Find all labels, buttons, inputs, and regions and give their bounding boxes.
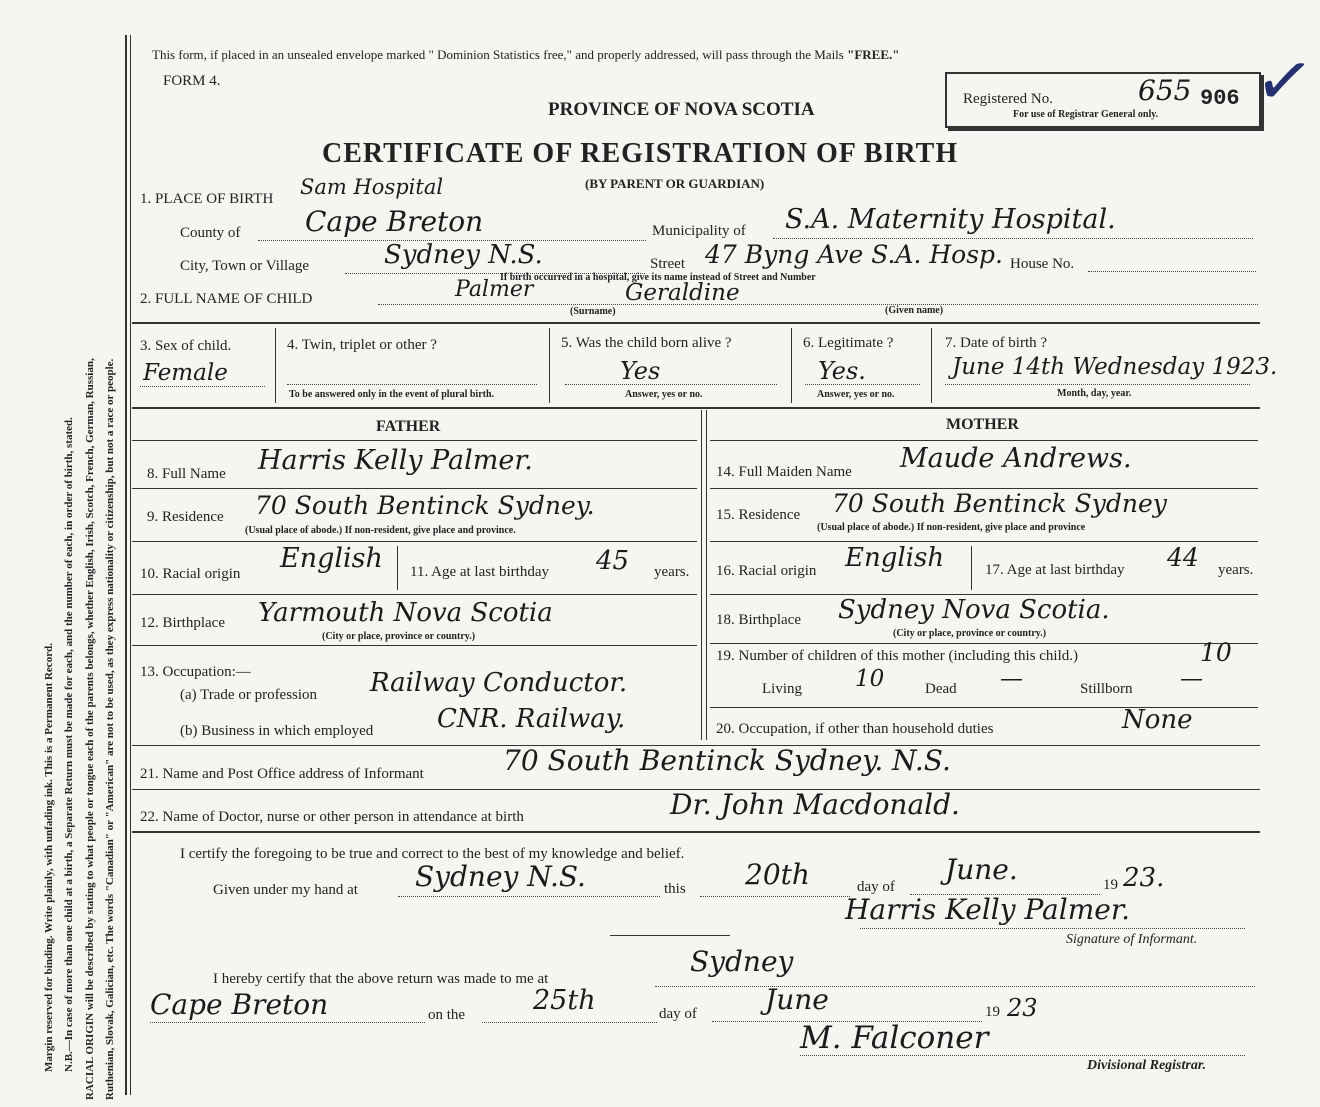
father-heading-rule: [132, 440, 697, 441]
given-label: Given under my hand at: [213, 882, 358, 898]
mother-name-label: 14. Full Maiden Name: [716, 464, 852, 480]
mother-bp-note: (City or place, province or country.): [893, 628, 1047, 639]
county-value: Cape Breton: [305, 205, 484, 238]
alive-line: [565, 384, 777, 385]
mother-race-value: English: [845, 543, 945, 573]
given-year-prefix: 19: [1103, 877, 1118, 893]
place-of-birth-label: 1. PLACE OF BIRTH: [140, 191, 274, 207]
registrar-on-label: on the: [428, 1007, 466, 1023]
dob-label: 7. Date of birth ?: [945, 335, 1048, 351]
mother-bp-value: Sydney Nova Scotia.: [838, 595, 1110, 625]
registrar-place-line: [655, 986, 1255, 987]
mother-age-value: 44: [1167, 543, 1199, 572]
separator-rule: [610, 935, 730, 936]
registrar-signature: M. Falconer: [800, 1020, 989, 1056]
alive-label: 5. Was the child born alive ?: [561, 335, 732, 351]
father-age-unit: years.: [654, 564, 690, 580]
father-trade-label: (a) Trade or profession: [180, 687, 318, 703]
margin-racial-note-1: RACIAL ORIGIN will be described by stating to what people or tongue each of the parents belongs, whether English, Irish, Scotch, French, German, Russian,: [84, 358, 96, 1100]
dob-note: Month, day, year.: [1057, 388, 1132, 399]
father-business-label: (b) Business in which employed: [180, 723, 374, 739]
mother-race-divider: [971, 546, 972, 590]
informant-signature: Harris Kelly Palmer.: [845, 893, 1131, 926]
mother-heading-rule: [710, 440, 1258, 441]
father-bp-label: 12. Birthplace: [140, 615, 225, 631]
father-occ-label: 13. Occupation:—: [140, 664, 251, 680]
stillborn-label: Stillborn: [1080, 681, 1133, 697]
mother-row-rule-2: [710, 541, 1258, 542]
mother-age-label: 17. Age at last birthday: [985, 562, 1125, 578]
child-name-label: 2. FULL NAME OF CHILD: [140, 291, 313, 307]
registrar-day-line: [482, 1022, 657, 1023]
legit-note: Answer, yes or no.: [817, 389, 895, 400]
signature-line: [860, 928, 1245, 929]
day-line: [700, 896, 850, 897]
dob-value: June 14th Wednesday 1923.: [952, 354, 1278, 380]
father-name-label: 8. Full Name: [147, 466, 226, 482]
alive-value: Yes: [620, 357, 661, 385]
mother-children-value: 10: [1200, 638, 1232, 667]
living-label: Living: [762, 681, 802, 697]
registrar-month-value: June: [765, 983, 829, 1016]
divider-alive: [791, 328, 792, 403]
father-name-value: Harris Kelly Palmer.: [258, 445, 533, 476]
father-heading: FATHER: [376, 418, 441, 435]
house-label: House No.: [1010, 256, 1075, 272]
informant-value: 70 South Bentinck Sydney. N.S.: [503, 744, 951, 777]
page-title: CERTIFICATE OF REGISTRATION OF BIRTH: [322, 138, 959, 169]
father-row-rule-4: [132, 645, 697, 646]
father-race-value: English: [280, 543, 383, 574]
given-caption: (Given name): [885, 305, 944, 316]
father-age-value: 45: [596, 546, 630, 576]
dob-line: [945, 384, 1250, 385]
divider-legit: [931, 328, 932, 403]
father-row-rule-2: [132, 541, 697, 542]
father-race-label: 10. Racial origin: [140, 566, 241, 582]
place-of-birth-value: Sam Hospital: [300, 175, 444, 199]
sex-value: Female: [143, 360, 228, 386]
sex-label: 3. Sex of child.: [140, 338, 232, 354]
mail-free: "FREE.": [847, 47, 900, 62]
child-given-value: Geraldine: [625, 280, 740, 306]
registrar-caption: Divisional Registrar.: [1087, 1058, 1207, 1073]
twin-line: [287, 384, 537, 385]
registrar-county-line: [150, 1022, 425, 1023]
mother-res-note: (Usual place of abode.) If non-resident, give place and province: [817, 522, 1086, 533]
registrar-day-value: 25th: [533, 985, 596, 1016]
mother-heading: MOTHER: [946, 416, 1019, 433]
given-place-line: [398, 896, 660, 897]
father-row-rule-1: [132, 488, 697, 489]
father-res-label: 9. Residence: [147, 509, 224, 525]
father-res-note: (Usual place of abode.) If non-resident, give place and province.: [245, 525, 516, 536]
mother-occ-label: 20. Occupation, if other than household duties: [716, 721, 994, 737]
municipality-label: Municipality of: [652, 223, 746, 239]
mail-notice: This form, if placed in an unsealed envelope marked " Dominion Statistics free," and properly addressed, will pass through the Mails "FREE.": [152, 47, 900, 62]
registrar-year-value: 23: [1007, 994, 1038, 1022]
child-surname-value: Palmer: [455, 277, 534, 302]
this-label: this: [664, 881, 686, 897]
parents-split-2: [706, 410, 707, 740]
mother-bp-label: 18. Birthplace: [716, 612, 801, 628]
twin-label: 4. Twin, triplet or other ?: [287, 337, 437, 353]
registered-handwritten: 655: [1138, 74, 1192, 107]
municipality-line: [773, 238, 1253, 239]
registrar-signature-line: [800, 1055, 1245, 1056]
mother-res-value: 70 South Bentinck Sydney: [832, 489, 1167, 518]
registered-label: Registered No.: [963, 91, 1053, 107]
sex-line: [140, 386, 265, 387]
registrar-year-prefix: 19: [985, 1004, 1000, 1020]
registrar-place-value: Sydney: [690, 945, 794, 978]
registrar-statement: I hereby certify that the above return was made to me at: [213, 971, 549, 987]
margin-binding-note: Margin reserved for binding. Write plainly, with unfading ink. This is a Permanent Record.: [43, 643, 55, 1072]
given-month-value: June.: [945, 853, 1018, 886]
divider-certify-top: [132, 831, 1260, 833]
child-name-line: [378, 304, 1258, 305]
given-place-value: Sydney N.S.: [415, 860, 586, 893]
divider-row3-bottom: [132, 407, 1260, 409]
hospital-note: If birth occurred in a hospital, give its name instead of Street and Number: [500, 272, 816, 283]
house-line: [1088, 271, 1256, 272]
dead-value: —: [1000, 666, 1023, 692]
mother-name-value: Maude Andrews.: [900, 443, 1132, 474]
father-row-rule-3: [132, 594, 697, 595]
mother-occ-value: None: [1122, 705, 1193, 735]
doctor-label: 22. Name of Doctor, nurse or other person in attendance at birth: [140, 809, 524, 825]
legit-value: Yes.: [818, 357, 866, 385]
dayof-label: day of: [857, 879, 895, 895]
parents-split-1: [701, 410, 702, 740]
registrar-county-value: Cape Breton: [150, 988, 329, 1021]
check-mark-icon: ✓: [1249, 40, 1319, 125]
dead-label: Dead: [925, 681, 957, 697]
street-label: Street: [650, 256, 685, 272]
registrar-dayof-label: day of: [659, 1006, 697, 1022]
certify-statement: I certify the foregoing to be true and correct to the best of my knowledge and belief.: [180, 846, 685, 862]
informant-label: 21. Name and Post Office address of Informant: [140, 766, 424, 782]
province-heading: PROVINCE OF NOVA SCOTIA: [548, 99, 815, 120]
legit-label: 6. Legitimate ?: [803, 335, 894, 351]
surname-caption: (Surname): [570, 306, 616, 317]
margin-racial-note-2: Ruthenian, Slovak, Galician, etc. The words "Canadian" or "American" are not to be used, as they express nationality or citizenship, but not a race or people.: [104, 358, 116, 1100]
signature-caption: Signature of Informant.: [1066, 932, 1198, 947]
mother-children-label: 19. Number of children of this mother (including this child.): [716, 648, 1079, 664]
margin-nb-note: N.B.—In case of more than one child at a birth, a Separate Return must be made for each, and the number of each, in order of birth, stated.: [63, 417, 75, 1072]
divider-sex: [275, 328, 276, 403]
twin-note: To be answered only in the event of plural birth.: [289, 389, 495, 400]
left-border-inner: [130, 35, 131, 1095]
father-bp-note: (City or place, province or country.): [322, 631, 476, 642]
father-bp-value: Yarmouth Nova Scotia: [258, 598, 553, 628]
city-label: City, Town or Village: [180, 258, 310, 274]
registered-stamp: 906: [1200, 86, 1240, 111]
doctor-value: Dr. John Macdonald.: [670, 788, 960, 821]
divider-row3-top: [132, 322, 1260, 324]
county-label: County of: [180, 225, 241, 241]
given-year-value: 23.: [1123, 863, 1165, 893]
stillborn-value: —: [1180, 666, 1203, 692]
father-race-divider: [397, 546, 398, 590]
mother-row-rule-4: [710, 643, 1258, 644]
alive-note: Answer, yes or no.: [625, 389, 703, 400]
left-border-outer: [125, 35, 127, 1095]
city-value: Sydney N.S.: [384, 240, 543, 270]
street-value: 47 Byng Ave S.A. Hosp.: [705, 240, 1003, 269]
mother-age-unit: years.: [1218, 562, 1254, 578]
given-day-value: 20th: [745, 858, 810, 891]
subtitle: (BY PARENT OR GUARDIAN): [585, 176, 765, 191]
form-number: FORM 4.: [163, 73, 221, 89]
registrar-use-note: For use of Registrar General only.: [1013, 109, 1159, 120]
father-trade-value: Railway Conductor.: [370, 668, 628, 698]
father-business-value: CNR. Railway.: [437, 704, 626, 734]
father-age-label: 11. Age at last birthday: [410, 564, 549, 580]
living-value: 10: [855, 666, 885, 692]
mother-res-label: 15. Residence: [716, 507, 801, 523]
mother-race-label: 16. Racial origin: [716, 563, 817, 579]
divider-twin: [549, 328, 550, 403]
municipality-value: S.A. Maternity Hospital.: [785, 204, 1116, 235]
father-res-value: 70 South Bentinck Sydney.: [255, 491, 595, 520]
